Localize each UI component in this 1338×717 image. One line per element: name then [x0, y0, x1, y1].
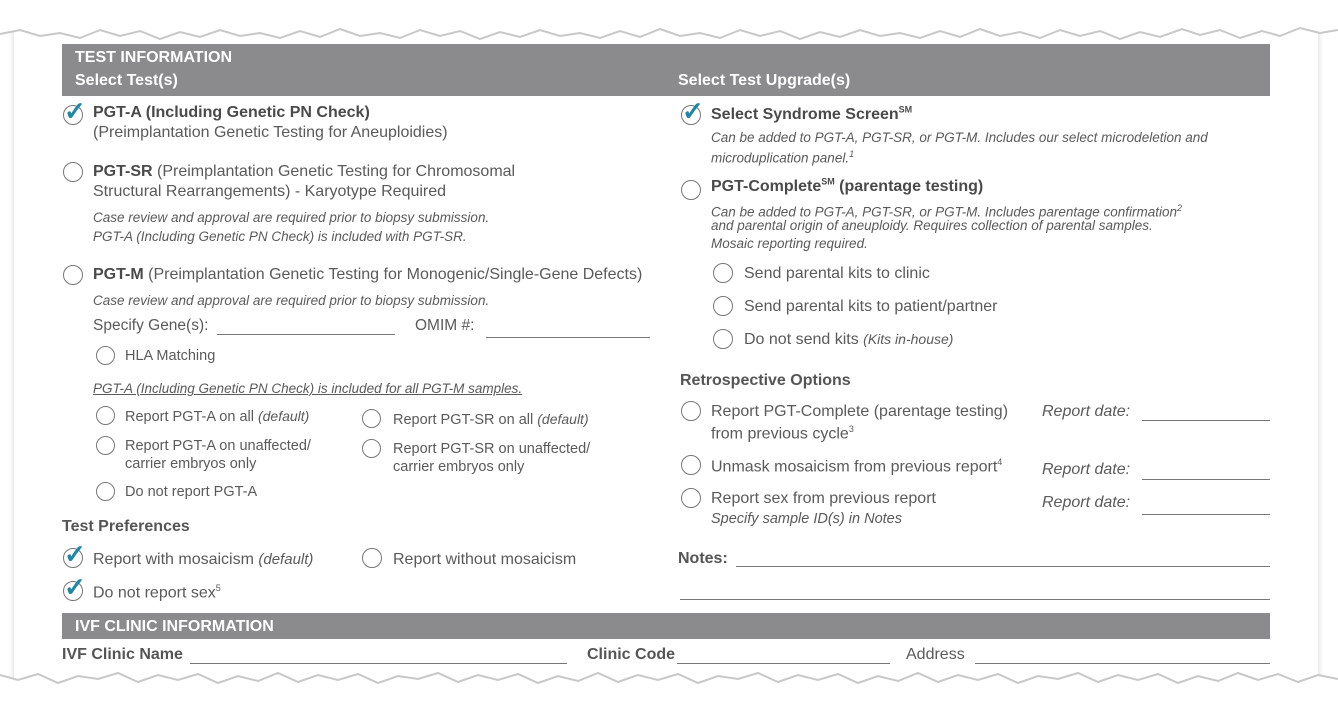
syndrome-note-2: microduplication panel.$^1$: [711, 149, 855, 166]
report-date-input-1[interactable]: [1142, 420, 1270, 421]
no-pgta-radio[interactable]: [96, 482, 115, 501]
report-pgtsr-all-label: Report PGT-SR on all (default): [393, 411, 589, 428]
ivf-clinic-header: [62, 613, 1270, 639]
report-pgta-unaffected-label: Report PGT-A on unaffected/: [125, 438, 311, 454]
checkmark-icon: ✓: [682, 96, 704, 126]
pgtsr-note-1: Case review and approval are required prior to biopsy submission.: [93, 210, 490, 225]
retro-pgt-complete-label: Report PGT-Complete (parentage testing): [711, 403, 1009, 420]
pgt-complete-checkbox[interactable]: [681, 180, 701, 200]
report-date-label-1: Report date:: [1042, 403, 1131, 420]
ivf-clinic-name-input[interactable]: [190, 663, 567, 664]
pgtm-note: Case review and approval are required prior to biopsy submission.: [93, 293, 490, 308]
report-date-input-3[interactable]: [1142, 514, 1270, 515]
notes-label: Notes:: [678, 550, 728, 567]
no-kits-label: Do not send kits (Kits in-house): [744, 331, 954, 348]
no-pgta-label: Do not report PGT-A: [125, 484, 258, 500]
pgt-complete-title: PGT-Complete℠ (parentage testing): [711, 177, 984, 196]
torn-edge-top: [0, 0, 1338, 52]
report-pgta-all-label: Report PGT-A on all (default): [125, 408, 310, 425]
kits-to-patient-label: Send parental kits to patient/partner: [744, 298, 998, 315]
specify-gene-input[interactable]: [217, 334, 395, 335]
syndrome-note-1: Can be added to PGT-A, PGT-SR, or PGT-M. Includes our select microdeletion and: [711, 130, 1208, 145]
report-pgtsr-all-radio[interactable]: [362, 409, 381, 428]
report-pgtsr-unaffected-radio[interactable]: [362, 439, 381, 458]
pgtm-included-note: PGT-A (Including Genetic PN Check) is included for all PGT-M samples.: [93, 381, 523, 396]
address-input[interactable]: [975, 663, 1270, 664]
pgtsr-title-line: PGT-SR (Preimplantation Genetic Testing for Chromosomal: [93, 163, 516, 180]
pgtsr-checkbox[interactable]: [63, 162, 83, 182]
address-label: Address: [906, 646, 965, 663]
retro-pgt-complete-label-2: from previous cycle$^3$: [711, 424, 854, 443]
notes-input-line-2[interactable]: [680, 599, 1270, 600]
pgtsr-description: Structural Rearrangements) - Karyotype Required: [93, 183, 447, 200]
report-with-mosaicism-label: Report with mosaicism (default): [93, 551, 314, 568]
pgt-complete-note-2: and parental origin of aneuploidy. Requires collection of parental samples.: [711, 218, 1153, 233]
report-pgta-unaffected-radio[interactable]: [96, 436, 115, 455]
specify-gene-label: Specify Gene(s):: [93, 317, 209, 334]
test-information-title: TEST INFORMATION: [75, 49, 233, 66]
report-without-mosaicism-label: Report without mosaicism: [393, 551, 577, 568]
report-date-input-2[interactable]: [1142, 479, 1270, 480]
kits-to-clinic-label: Send parental kits to clinic: [744, 265, 930, 282]
clinic-code-input[interactable]: [677, 663, 890, 664]
report-pgta-unaffected-label-2: carrier embryos only: [125, 456, 257, 472]
select-tests-heading: Select Test(s): [75, 72, 178, 89]
no-kits-radio[interactable]: [713, 329, 733, 349]
clinic-code-label: Clinic Code: [587, 646, 676, 663]
pgtsr-note-2: PGT-A (Including Genetic PN Check) is included with PGT-SR.: [93, 229, 467, 244]
pgtm-title-line: PGT-M (Preimplantation Genetic Testing for Monogenic/Single-Gene Defects): [93, 266, 643, 283]
do-not-report-sex-label: Do not report sex$^5$: [93, 583, 221, 602]
pgtm-checkbox[interactable]: [63, 265, 83, 285]
omim-input[interactable]: [486, 337, 650, 338]
retro-unmask-mosaicism-label: Unmask mosaicism from previous report$^4$: [711, 457, 1003, 476]
retro-unmask-mosaicism-radio[interactable]: [681, 455, 701, 475]
pgt-complete-note-3: Mosaic reporting required.: [711, 236, 868, 251]
omim-label: OMIM #:: [415, 317, 475, 334]
retro-report-sex-radio[interactable]: [681, 488, 701, 508]
retro-report-sex-note: Specify sample ID(s) in Notes: [711, 511, 902, 527]
hla-matching-label: HLA Matching: [125, 348, 216, 364]
pgta-description: (Preimplantation Genetic Testing for Aneuploidies): [93, 124, 448, 141]
pgta-title: PGT-A (Including Genetic PN Check): [93, 104, 370, 121]
hla-matching-checkbox[interactable]: [96, 346, 115, 365]
select-upgrades-heading: Select Test Upgrade(s): [678, 72, 851, 89]
kits-to-clinic-radio[interactable]: [713, 263, 733, 283]
notes-input-line-1[interactable]: [736, 566, 1270, 567]
ivf-clinic-name-label: IVF Clinic Name: [62, 646, 183, 663]
test-preferences-heading: Test Preferences: [62, 518, 190, 535]
retro-pgt-complete-radio[interactable]: [681, 401, 701, 421]
ivf-clinic-title: IVF CLINIC INFORMATION: [75, 618, 274, 635]
checkmark-icon: ✓: [64, 539, 86, 569]
report-without-mosaicism-radio[interactable]: [362, 548, 382, 568]
report-date-label-2: Report date:: [1042, 461, 1131, 478]
checkmark-icon: ✓: [64, 572, 86, 602]
retrospective-options-heading: Retrospective Options: [680, 372, 851, 389]
report-pgta-all-radio[interactable]: [96, 406, 115, 425]
report-pgtsr-unaffected-label-2: carrier embryos only: [393, 459, 525, 475]
syndrome-screen-title: Select Syndrome Screen℠: [711, 105, 913, 124]
torn-edge-bottom: [0, 665, 1338, 717]
pgt-complete-note-1: Can be added to PGT-A, PGT-SR, or PGT-M. Includes parentage confirmation$^2$: [711, 203, 1183, 220]
checkmark-icon: ✓: [64, 96, 86, 126]
report-pgtsr-unaffected-label: Report PGT-SR on unaffected/: [393, 441, 591, 457]
kits-to-patient-radio[interactable]: [713, 296, 733, 316]
report-date-label-3: Report date:: [1042, 494, 1131, 511]
retro-report-sex-label: Report sex from previous report: [711, 490, 936, 507]
